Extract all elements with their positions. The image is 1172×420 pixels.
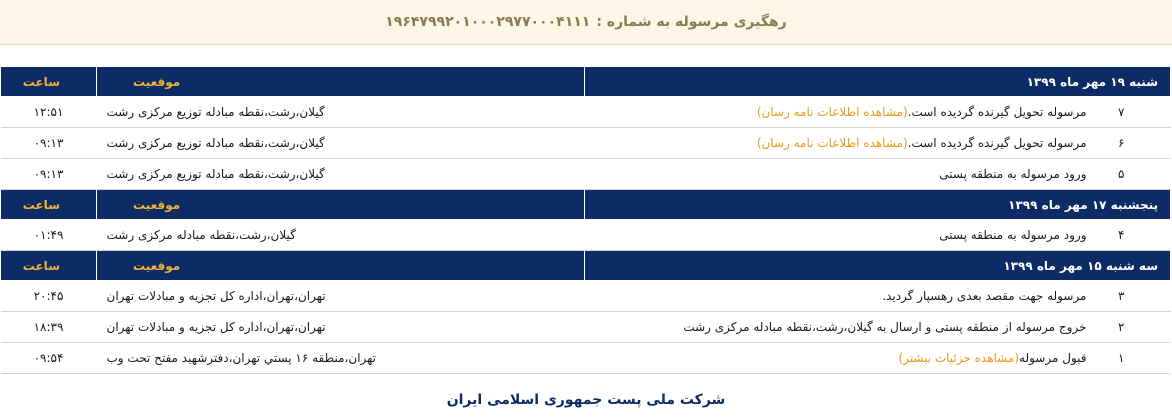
header-title: رهگیری مرسوله به شماره : <box>596 14 787 30</box>
event-index: ۲ <box>1118 320 1125 334</box>
event-text: ورود مرسوله به منطقه پستی <box>939 228 1087 242</box>
event-row <box>1 128 1171 159</box>
tracking-number: ۱۹۶۴۷۹۹۲۰۱۰۰۰۲۹۷۷۰۰۰۴۱۱۱ <box>385 14 591 30</box>
event-time: ۰۹:۵۴ <box>1 343 97 374</box>
event-row <box>1 312 1171 343</box>
event-text: مرسوله تحویل گیرنده گردیده است. <box>907 105 1087 119</box>
event-index: ۳ <box>1118 289 1125 303</box>
event-row <box>1 159 1171 190</box>
event-time: ۲۰:۴۵ <box>1 281 97 312</box>
event-location <box>97 220 585 251</box>
event-text: قبول مرسوله <box>1019 351 1087 365</box>
event-time: ۱۲:۵۱ <box>1 97 97 128</box>
event-row <box>1 281 1171 312</box>
event-description <box>585 128 1171 159</box>
event-index: ۶ <box>1118 136 1125 150</box>
view-more-details-link[interactable]: (مشاهده جزئیات بیشتر) <box>898 351 1020 365</box>
event-description <box>585 281 1171 312</box>
event-description <box>585 97 1171 128</box>
tracking-table <box>0 66 1171 374</box>
event-location-text: تهران،تهران،اداره کل تجزیه و مبادلات تهران <box>106 289 326 303</box>
event-location <box>97 128 585 159</box>
event-text: ورود مرسوله به منطقه پستی <box>939 167 1087 181</box>
event-description <box>585 220 1171 251</box>
event-time: ۰۱:۴۹ <box>1 220 97 251</box>
event-description <box>585 159 1171 190</box>
event-text: مرسوله جهت مقصد بعدی رهسپار گردید. <box>882 289 1087 303</box>
event-location <box>97 159 585 190</box>
view-postman-info-link[interactable]: (مشاهده اطلاعات نامه رسان) <box>756 136 908 150</box>
event-index: ۷ <box>1118 105 1125 119</box>
day-label: شنبه ۱۹ مهر ماه ۱۳۹۹ <box>585 67 1171 97</box>
time-column-label: ساعت <box>1 190 97 220</box>
event-description <box>585 312 1171 343</box>
event-location-text: گیلان،رشت،نقطه مبادله توزیع مرکزی رشت <box>106 136 325 150</box>
footer-company-name: شرکت ملی پست جمهوری اسلامی ایران <box>446 392 726 408</box>
event-location <box>97 312 585 343</box>
event-time: ۰۹:۱۳ <box>1 128 97 159</box>
day-header <box>1 190 1171 220</box>
event-time: ۱۸:۳۹ <box>1 312 97 343</box>
time-column-label: ساعت <box>1 251 97 281</box>
location-column-label: موقعیت <box>97 67 585 97</box>
event-text: مرسوله تحویل گیرنده گردیده است. <box>907 136 1087 150</box>
event-location <box>97 97 585 128</box>
event-location-text: گیلان،رشت،نقطه مبادله مرکزی رشت <box>106 228 296 242</box>
event-index: ۵ <box>1118 167 1125 181</box>
event-location-text: تهران،منطقه ۱۶ پستي تهران،دفترشهید مفتح تحت وب <box>106 351 377 365</box>
location-column-label: موقعیت <box>97 251 585 281</box>
day-header <box>1 251 1171 281</box>
event-description <box>585 343 1171 374</box>
event-row <box>1 220 1171 251</box>
event-location <box>97 343 585 374</box>
day-header <box>1 67 1171 97</box>
event-index: ۱ <box>1118 351 1125 365</box>
event-index: ۴ <box>1118 228 1125 242</box>
location-column-label: موقعیت <box>97 190 585 220</box>
time-column-label: ساعت <box>1 67 97 97</box>
view-postman-info-link[interactable]: (مشاهده اطلاعات نامه رسان) <box>756 105 908 119</box>
event-row <box>1 97 1171 128</box>
event-row <box>1 343 1171 374</box>
day-label: پنجشنبه ۱۷ مهر ماه ۱۳۹۹ <box>585 190 1171 220</box>
event-time: ۰۹:۱۳ <box>1 159 97 190</box>
event-location-text: تهران،تهران،اداره کل تجزیه و مبادلات تهران <box>106 320 326 334</box>
event-location-text: گیلان،رشت،نقطه مبادله توزیع مرکزی رشت <box>106 167 325 181</box>
event-text: خروج مرسوله از منطقه پستی و ارسال به گیلان،رشت،نقطه مبادله مرکزی رشت <box>683 320 1087 334</box>
event-location <box>97 281 585 312</box>
event-location-text: گیلان،رشت،نقطه مبادله توزیع مرکزی رشت <box>106 105 325 119</box>
day-label: سه شنبه ۱۵ مهر ماه ۱۳۹۹ <box>585 251 1171 281</box>
tracking-header <box>0 0 1172 45</box>
